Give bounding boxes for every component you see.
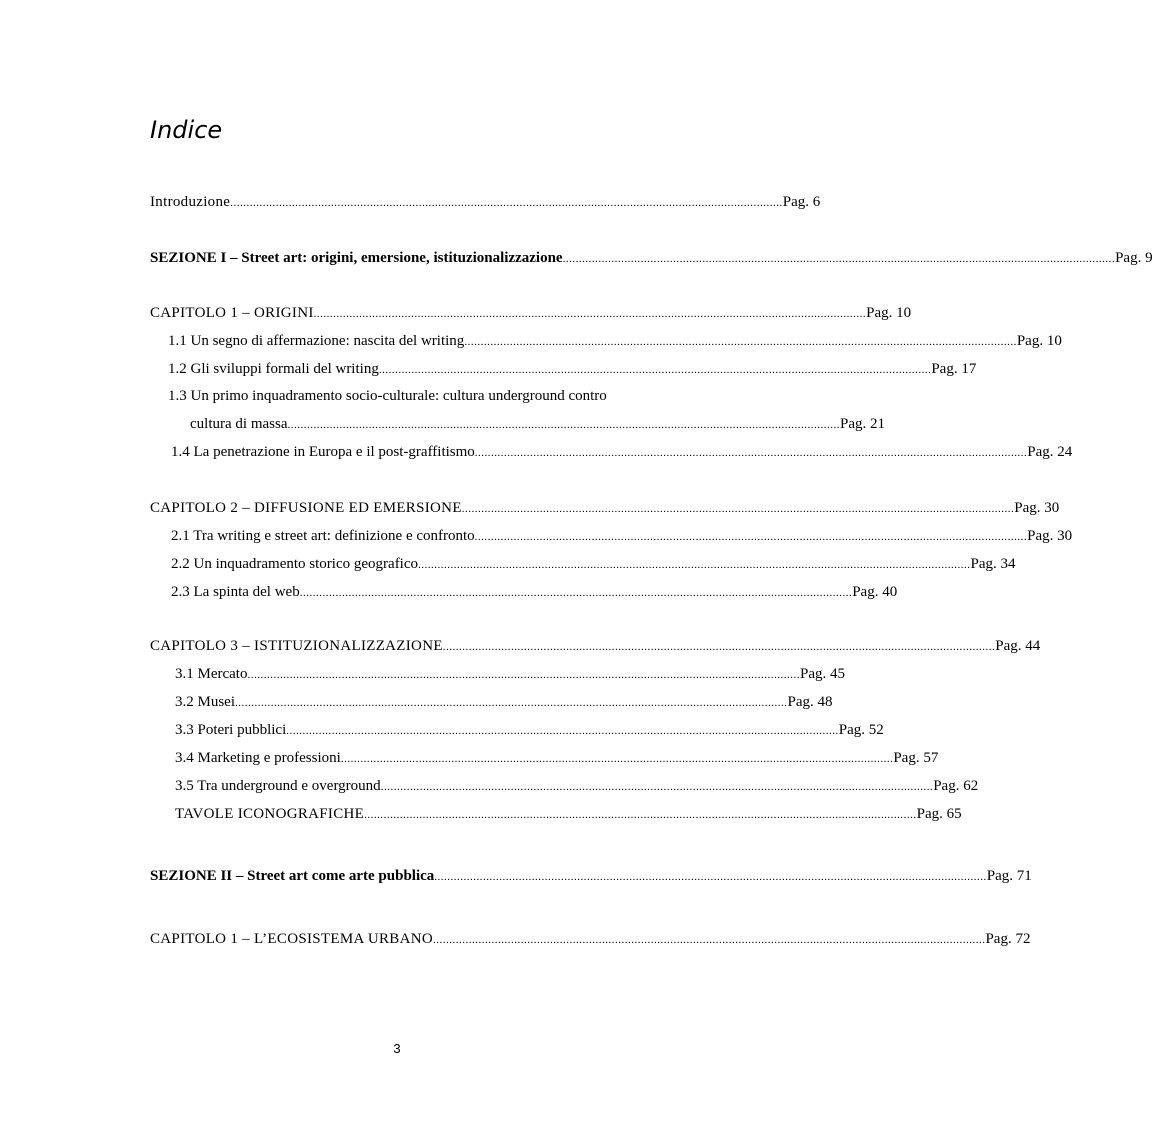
dot-leader: .......................................................................................................................................................................... xyxy=(380,781,934,793)
dot-leader: .......................................................................................................................................................................... xyxy=(287,419,840,431)
toc-entry-label: 2.2 Un inquadramento storico geografico xyxy=(171,556,419,572)
dot-leader: .......................................................................................................................................................................... xyxy=(230,197,783,209)
toc-entry-label: 2.1 Tra writing e street art: definizione e confronto xyxy=(171,528,475,544)
dot-leader: .......................................................................................................................................................................... xyxy=(442,641,996,653)
dot-leader: .......................................................................................................................................................................... xyxy=(247,669,800,681)
toc-entry-capitolo-3[interactable] xyxy=(150,636,1041,656)
toc-entry-page: Pag. 52 xyxy=(838,722,884,738)
toc-entry-page: Pag. 40 xyxy=(852,584,898,600)
toc-entry-label: CAPITOLO 1 – ORIGINI xyxy=(150,305,314,321)
toc-entry-page: Pag. 24 xyxy=(1027,444,1073,460)
toc-entry-1-4[interactable] xyxy=(171,442,1073,462)
toc-entry-page: Pag. 21 xyxy=(839,416,885,432)
dot-leader: .......................................................................................................................................................................... xyxy=(313,308,867,320)
toc-entry-capitolo-2[interactable] xyxy=(150,498,1060,518)
toc-entry-label: CAPITOLO 3 – ISTITUZIONALIZZAZIONE xyxy=(150,638,443,654)
dot-leader: .......................................................................................................................................................................... xyxy=(286,725,839,737)
toc-entry-page: Pag. 10 xyxy=(1016,333,1062,349)
toc-entry-2-2[interactable] xyxy=(171,554,1016,574)
toc-entry-label: 1.2 Gli sviluppi formali del writing xyxy=(168,361,379,377)
dot-leader: .......................................................................................................................................................................... xyxy=(299,587,853,599)
toc-entry-page: Pag. 72 xyxy=(985,931,1031,947)
toc-entry-3-2[interactable] xyxy=(175,692,833,712)
dot-leader: .......................................................................................................................................................................... xyxy=(474,447,1028,459)
toc-entry-label: SEZIONE II – Street art come arte pubblica xyxy=(150,868,435,884)
toc-entry-label: cultura di massa xyxy=(190,416,288,432)
toc-entry-label: TAVOLE ICONOGRAFICHE xyxy=(175,806,365,822)
dot-leader: .......................................................................................................................................................................... xyxy=(474,531,1028,543)
toc-entry-page: Pag. 30 xyxy=(1027,528,1073,544)
toc-entry-page: Pag. 44 xyxy=(995,638,1041,654)
toc-entry-page: Pag. 65 xyxy=(916,806,962,822)
dot-leader: .......................................................................................................................................................................... xyxy=(378,364,932,376)
toc-entry-tavole-iconografiche[interactable] xyxy=(175,804,962,824)
toc-entry-label: 3.3 Poteri pubblici xyxy=(175,722,287,738)
toc-entry-introduzione[interactable] xyxy=(150,192,821,212)
toc-entry-3-3[interactable] xyxy=(175,720,884,740)
toc-entry-3-1[interactable] xyxy=(175,664,845,684)
toc-entry-label: 3.4 Marketing e professioni xyxy=(175,750,341,766)
page-title: Indice xyxy=(150,116,223,144)
dot-leader: .......................................................................................................................................................................... xyxy=(562,253,1116,265)
toc-entry-label: CAPITOLO 2 – DIFFUSIONE ED EMERSIONE xyxy=(150,500,462,516)
toc-entry-label: 3.5 Tra underground e overground xyxy=(175,778,381,794)
toc-entry-2-3[interactable] xyxy=(171,582,898,602)
dot-leader: .......................................................................................................................................................................... xyxy=(340,753,894,765)
toc-entry-1-3-line1[interactable]: 1.3 Un primo inquadramento socio-culturale: cultura underground contro xyxy=(168,388,607,404)
toc-entry-1-1[interactable] xyxy=(168,331,1062,351)
toc-entry-2-1[interactable] xyxy=(171,526,1073,546)
toc-entry-page: Pag. 45 xyxy=(799,666,845,682)
toc-entry-3-5[interactable] xyxy=(175,776,979,796)
toc-entry-sezione-1[interactable] xyxy=(150,248,1153,268)
toc-entry-label: 1.1 Un segno di affermazione: nascita del writing xyxy=(168,333,465,349)
toc-entry-label: 3.1 Mercato xyxy=(175,666,248,682)
dot-leader: .......................................................................................................................................................................... xyxy=(461,503,1015,515)
toc-entry-page: Pag. 6 xyxy=(782,194,821,210)
toc-entry-sezione-2[interactable] xyxy=(150,866,1032,886)
page-number: 3 xyxy=(393,1041,401,1056)
toc-entry-page: Pag. 71 xyxy=(986,868,1032,884)
toc-entry-capitolo-1[interactable] xyxy=(150,303,912,323)
toc-entry-label: SEZIONE I – Street art: origini, emersione, istituzionalizzazione xyxy=(150,250,563,266)
toc-entry-page: Pag. 30 xyxy=(1014,500,1060,516)
toc-entry-capitolo-1-ecosistema[interactable] xyxy=(150,929,1031,949)
toc-entry-label: CAPITOLO 1 – L’ECOSISTEMA URBANO xyxy=(150,931,433,947)
dot-leader: .......................................................................................................................................................................... xyxy=(464,336,1017,348)
dot-leader: .......................................................................................................................................................................... xyxy=(235,697,788,709)
toc-entry-page: Pag. 62 xyxy=(933,778,979,794)
toc-entry-label: Introduzione xyxy=(150,194,231,210)
dot-leader: .......................................................................................................................................................................... xyxy=(434,871,987,883)
toc-entry-3-4[interactable] xyxy=(175,748,939,768)
toc-entry-1-2[interactable] xyxy=(168,359,977,379)
toc-entry-page: Pag. 48 xyxy=(787,694,833,710)
dot-leader: .......................................................................................................................................................................... xyxy=(418,559,971,571)
toc-entry-page: Pag. 10 xyxy=(866,305,912,321)
toc-entry-label: 2.3 La spinta del web xyxy=(171,584,300,600)
dot-leader: .......................................................................................................................................................................... xyxy=(432,934,986,946)
toc-entry-1-3-line2[interactable] xyxy=(190,414,885,434)
toc-entry-page: Pag. 17 xyxy=(931,361,977,377)
toc-entry-page: Pag. 57 xyxy=(893,750,939,766)
toc-entry-page: Pag. 34 xyxy=(970,556,1016,572)
toc-entry-page: Pag. 9 xyxy=(1115,250,1153,266)
dot-leader: .......................................................................................................................................................................... xyxy=(364,809,917,821)
toc-entry-label: 1.4 La penetrazione in Europa e il post-graffitismo xyxy=(171,444,475,460)
toc-entry-label: 3.2 Musei xyxy=(175,694,235,710)
